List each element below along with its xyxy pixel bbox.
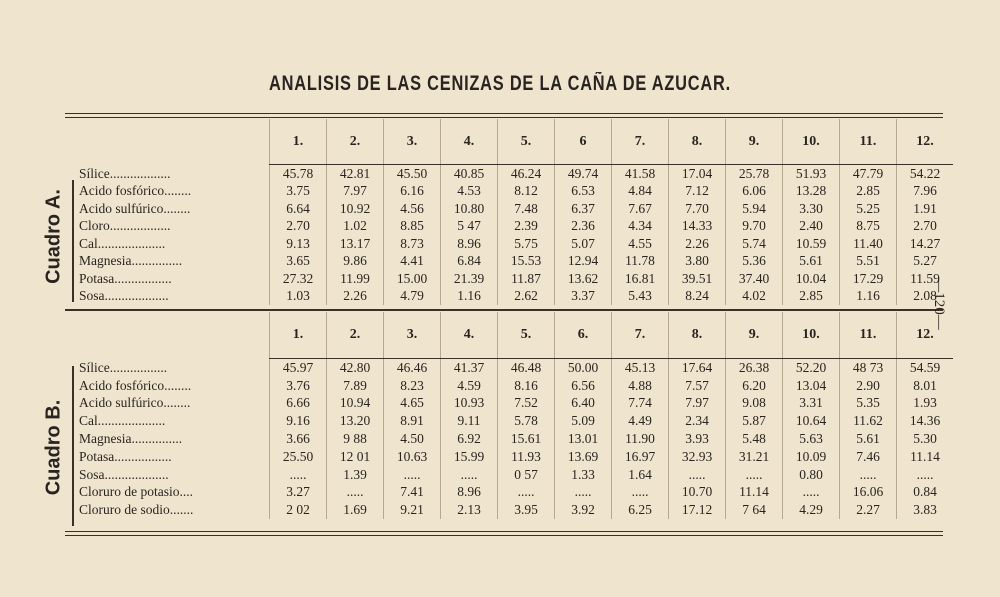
table-cell: 46.46 [384, 359, 441, 377]
table-cell: 3.65 [270, 253, 327, 271]
table-cell: 10.59 [783, 235, 840, 253]
table-cell: 5.43 [612, 288, 669, 306]
column-header: 9. [726, 119, 783, 165]
table-cell: 8.96 [441, 235, 498, 253]
table-cell: 8.12 [498, 183, 555, 201]
table-cell: 7.89 [327, 377, 384, 395]
table-cell: 4.59 [441, 377, 498, 395]
table-cell: 5.87 [726, 412, 783, 430]
column-header: 3. [384, 312, 441, 359]
table-cell: 9.11 [441, 412, 498, 430]
table-cell: ..... [669, 466, 726, 484]
table-cell: 27.32 [270, 270, 327, 288]
table-cell: ..... [726, 466, 783, 484]
table-cell: 9.70 [726, 218, 783, 236]
table-row [65, 183, 953, 201]
table-cell: ..... [840, 466, 897, 484]
table-cell: 7.97 [669, 395, 726, 413]
table-cell: 1.91 [897, 200, 954, 218]
table-row [65, 359, 953, 377]
table-cell: 13.04 [783, 377, 840, 395]
table-cell: ..... [783, 484, 840, 502]
table-cell: 8.23 [384, 377, 441, 395]
table-cell: 2.26 [327, 288, 384, 306]
table-row [65, 430, 953, 448]
table-cell: 49.74 [555, 165, 612, 183]
table-cell: 16.81 [612, 270, 669, 288]
table-cell: 11.93 [498, 448, 555, 466]
table-cell: 4.29 [783, 501, 840, 519]
table-cell: 10.64 [783, 412, 840, 430]
table-cell: 7.57 [669, 377, 726, 395]
page-number: —120— [930, 277, 947, 330]
table-row [65, 484, 953, 502]
table-cell: 12.94 [555, 253, 612, 271]
row-label: Sosa................... [79, 288, 169, 304]
table-cell: 6.06 [726, 183, 783, 201]
table-cell: 5 47 [441, 218, 498, 236]
table-row [65, 218, 953, 236]
table-cell: 5.07 [555, 235, 612, 253]
table-cell: 3.95 [498, 501, 555, 519]
table-cell: 5.36 [726, 253, 783, 271]
table-cell: 40.85 [441, 165, 498, 183]
table-cell: 6.53 [555, 183, 612, 201]
row-label: Cal.................... [79, 235, 166, 251]
table-cell: 3.37 [555, 288, 612, 306]
title-rule-thin [65, 117, 943, 118]
table-cell: 7.70 [669, 200, 726, 218]
table-cell: 50.00 [555, 359, 612, 377]
table-cell: 1.33 [555, 466, 612, 484]
table-cell: 9.86 [327, 253, 384, 271]
table-cell: 2.27 [840, 501, 897, 519]
column-header: 12. [897, 312, 954, 359]
table-cell: 17.64 [669, 359, 726, 377]
table-cell: 6.84 [441, 253, 498, 271]
title-rule [65, 113, 943, 114]
table-cell: 42.81 [327, 165, 384, 183]
section-divider [65, 309, 943, 311]
table-cell: 3.27 [270, 484, 327, 502]
table-cell: 17.29 [840, 270, 897, 288]
table-row [65, 448, 953, 466]
table-cell: 4.53 [441, 183, 498, 201]
table-cell: 2.90 [840, 377, 897, 395]
column-header: 3. [384, 119, 441, 165]
table-cell: 5.30 [897, 430, 954, 448]
table-cell: 2 02 [270, 501, 327, 519]
table-cell: 1.64 [612, 466, 669, 484]
column-header: 7. [612, 119, 669, 165]
table-cell: 11.59 [897, 270, 954, 288]
table-cell: 1.16 [441, 288, 498, 306]
table-cell: 45.78 [270, 165, 327, 183]
table-cell: 7.48 [498, 200, 555, 218]
table-cell: 10.92 [327, 200, 384, 218]
table-row [65, 165, 953, 183]
table-cell: 45.13 [612, 359, 669, 377]
table-cell: ..... [612, 484, 669, 502]
table-cell: 15.00 [384, 270, 441, 288]
table-cell: ..... [270, 466, 327, 484]
row-label: Acido sulfúrico........ [79, 200, 191, 216]
table-cell: 2.40 [783, 218, 840, 236]
table-cell: 10.63 [384, 448, 441, 466]
table-cell: 6.25 [612, 501, 669, 519]
table-cell: 5.61 [840, 430, 897, 448]
table-cell: 31.21 [726, 448, 783, 466]
table-cell: 6.64 [270, 200, 327, 218]
column-header: 10. [783, 312, 840, 359]
bottom-rule [65, 531, 943, 532]
table-cell: 15.99 [441, 448, 498, 466]
table-cell: 4.56 [384, 200, 441, 218]
table-row [65, 253, 953, 271]
table-cell: 41.58 [612, 165, 669, 183]
table-cell: 5.35 [840, 395, 897, 413]
row-label: Acido fosfórico........ [79, 377, 192, 393]
table-cell: 51.93 [783, 165, 840, 183]
cuadro-b-table [65, 312, 953, 519]
table-cell: 7.12 [669, 183, 726, 201]
table-cell: 14.27 [897, 235, 954, 253]
table-cell: 2.70 [270, 218, 327, 236]
table-cell: 4.50 [384, 430, 441, 448]
table-cell: 3.66 [270, 430, 327, 448]
table-cell: 37.40 [726, 270, 783, 288]
table-cell: 15.61 [498, 430, 555, 448]
row-label: Sosa................... [79, 466, 169, 482]
table-cell: ..... [327, 484, 384, 502]
table-cell: 6.56 [555, 377, 612, 395]
table-cell: 11.14 [726, 484, 783, 502]
table-cell: 4.02 [726, 288, 783, 306]
table-cell: 5.63 [783, 430, 840, 448]
column-header: 4. [441, 119, 498, 165]
table-cell: 54.59 [897, 359, 954, 377]
table-cell: 10.94 [327, 395, 384, 413]
table-cell: 4.41 [384, 253, 441, 271]
table-cell: 10.93 [441, 395, 498, 413]
table-cell: 7 64 [726, 501, 783, 519]
column-header: 6 [555, 119, 612, 165]
column-header: 1. [270, 119, 327, 165]
table-cell: 2.39 [498, 218, 555, 236]
table-cell: 0.84 [897, 484, 954, 502]
table-cell: 8.91 [384, 412, 441, 430]
table-cell: 5.27 [897, 253, 954, 271]
table-row [65, 270, 953, 288]
table-cell: 25.50 [270, 448, 327, 466]
table-cell: 10.70 [669, 484, 726, 502]
table-cell: 4.88 [612, 377, 669, 395]
row-label: Cloruro de sodio....... [79, 502, 194, 518]
table-cell: 13.69 [555, 448, 612, 466]
table-row [65, 235, 953, 253]
table-cell: ..... [498, 484, 555, 502]
table-cell: 6.37 [555, 200, 612, 218]
table-cell: 8.96 [441, 484, 498, 502]
table-cell: 5.75 [498, 235, 555, 253]
table-cell: 2.85 [840, 183, 897, 201]
row-label: Potasa................. [79, 270, 172, 286]
row-label: Acido fosfórico........ [79, 183, 192, 199]
table-cell: 13.28 [783, 183, 840, 201]
table-cell: 6.40 [555, 395, 612, 413]
table-cell: 10.80 [441, 200, 498, 218]
column-header: 2. [327, 312, 384, 359]
table-cell: 5.61 [783, 253, 840, 271]
table-cell: 54.22 [897, 165, 954, 183]
table-cell: 2.26 [669, 235, 726, 253]
table-cell: 2.13 [441, 501, 498, 519]
table-cell: 8.16 [498, 377, 555, 395]
table-cell: 11.62 [840, 412, 897, 430]
table-cell: 45.50 [384, 165, 441, 183]
table-cell: 48 73 [840, 359, 897, 377]
table-cell: 13.20 [327, 412, 384, 430]
table-cell: 7.46 [840, 448, 897, 466]
table-cell: 52.20 [783, 359, 840, 377]
column-header: 2. [327, 119, 384, 165]
header-row [65, 312, 953, 359]
table-cell: 4.65 [384, 395, 441, 413]
table-cell: 2.36 [555, 218, 612, 236]
column-header: 11. [840, 312, 897, 359]
column-header: 9. [726, 312, 783, 359]
table-cell: 17.04 [669, 165, 726, 183]
table-cell: 46.24 [498, 165, 555, 183]
table-cell: 3.92 [555, 501, 612, 519]
table-cell: 3.80 [669, 253, 726, 271]
table-cell: 11.99 [327, 270, 384, 288]
column-header: 11. [840, 119, 897, 165]
row-label: Sílice................. [79, 359, 168, 375]
table-cell: 41.37 [441, 359, 498, 377]
table-cell: 5.74 [726, 235, 783, 253]
table-cell: 8.24 [669, 288, 726, 306]
table-cell: 11.78 [612, 253, 669, 271]
table-row [65, 466, 953, 484]
table-cell: 6.20 [726, 377, 783, 395]
table-cell: 2.85 [783, 288, 840, 306]
column-header: 12. [897, 119, 954, 165]
table-row [65, 412, 953, 430]
header-blank [65, 119, 270, 165]
table-cell: 9.08 [726, 395, 783, 413]
row-label: Cloruro de potasio.... [79, 484, 193, 500]
table-cell: 8.01 [897, 377, 954, 395]
column-header: 4. [441, 312, 498, 359]
table-cell: 45.97 [270, 359, 327, 377]
column-header: 5. [498, 312, 555, 359]
table-cell: 10.09 [783, 448, 840, 466]
table-cell: 11.87 [498, 270, 555, 288]
table-cell: 10.04 [783, 270, 840, 288]
table-cell: 13.17 [327, 235, 384, 253]
table-cell: 16.06 [840, 484, 897, 502]
table-cell: 13.01 [555, 430, 612, 448]
bottom-rule-thin [65, 535, 943, 536]
row-label: Magnesia............... [79, 253, 183, 269]
table-cell: 17.12 [669, 501, 726, 519]
table-cell: 8.75 [840, 218, 897, 236]
table-cell: 46.48 [498, 359, 555, 377]
column-header: 8. [669, 119, 726, 165]
table-cell: 4.55 [612, 235, 669, 253]
table-cell: 6.92 [441, 430, 498, 448]
column-header: 5. [498, 119, 555, 165]
row-label: Sílice.................. [79, 165, 171, 181]
table-cell: 1.02 [327, 218, 384, 236]
table-cell: 47.79 [840, 165, 897, 183]
table-cell: 8.73 [384, 235, 441, 253]
table-cell: 1.03 [270, 288, 327, 306]
cuadro-a-label: Cuadro A. [42, 189, 65, 284]
table-cell: 5.09 [555, 412, 612, 430]
table-cell: 7.97 [327, 183, 384, 201]
row-label: Potasa................. [79, 448, 172, 464]
row-label: Cloro.................. [79, 218, 171, 234]
table-cell: ..... [384, 466, 441, 484]
table-cell: 6.16 [384, 183, 441, 201]
table-cell: 21.39 [441, 270, 498, 288]
column-header: 10. [783, 119, 840, 165]
table-cell: 7.41 [384, 484, 441, 502]
table-cell: 15.53 [498, 253, 555, 271]
table-cell: 32.93 [669, 448, 726, 466]
table-cell: 39.51 [669, 270, 726, 288]
column-header: 6. [555, 312, 612, 359]
table-row [65, 501, 953, 519]
column-header: 1. [270, 312, 327, 359]
row-label: Acido sulfúrico........ [79, 395, 191, 411]
table-cell: 5.51 [840, 253, 897, 271]
cuadro-b-label: Cuadro B. [42, 399, 65, 496]
table-cell: 42.80 [327, 359, 384, 377]
table-cell: 4.49 [612, 412, 669, 430]
table-cell: 3.93 [669, 430, 726, 448]
table-cell: 5.48 [726, 430, 783, 448]
row-label: Cal.................... [79, 413, 166, 429]
table-row [65, 395, 953, 413]
table-row [65, 377, 953, 395]
table-cell: 0 57 [498, 466, 555, 484]
table-row [65, 288, 953, 306]
table-cell: 2.70 [897, 218, 954, 236]
table-cell: 2.34 [669, 412, 726, 430]
table-cell: 2.08 [897, 288, 954, 306]
column-header: 8. [669, 312, 726, 359]
table-cell: 11.40 [840, 235, 897, 253]
table-cell: 12 01 [327, 448, 384, 466]
table-cell: 9.16 [270, 412, 327, 430]
table-cell: 3.30 [783, 200, 840, 218]
table-cell: 14.33 [669, 218, 726, 236]
table-cell: 16.97 [612, 448, 669, 466]
table-cell: 11.14 [897, 448, 954, 466]
table-cell: 6.66 [270, 395, 327, 413]
table-cell: 8.85 [384, 218, 441, 236]
table-cell: 9.21 [384, 501, 441, 519]
table-cell: 5.25 [840, 200, 897, 218]
table-cell: 5.78 [498, 412, 555, 430]
table-row [65, 200, 953, 218]
table-cell: 1.93 [897, 395, 954, 413]
table-cell: 14.36 [897, 412, 954, 430]
table-cell: 4.79 [384, 288, 441, 306]
table-cell: 4.84 [612, 183, 669, 201]
row-label: Magnesia............... [79, 431, 183, 447]
table-cell: 7.74 [612, 395, 669, 413]
table-cell: 0.80 [783, 466, 840, 484]
page-title: ANALISIS DE LAS CENIZAS DE LA CAÑA DE AZUCAR. [269, 72, 731, 95]
table-cell: ..... [555, 484, 612, 502]
header-blank [65, 312, 270, 359]
table-cell: 11.90 [612, 430, 669, 448]
table-cell: 3.76 [270, 377, 327, 395]
table-cell: 13.62 [555, 270, 612, 288]
table-cell: 7.67 [612, 200, 669, 218]
table-cell: 3.83 [897, 501, 954, 519]
table-cell: 4.34 [612, 218, 669, 236]
table-cell: 3.75 [270, 183, 327, 201]
cuadro-a-table [65, 119, 953, 305]
table-cell: 7.96 [897, 183, 954, 201]
table-cell: 3.31 [783, 395, 840, 413]
column-header: 7. [612, 312, 669, 359]
table-cell: 2.62 [498, 288, 555, 306]
table-cell: 1.39 [327, 466, 384, 484]
table-cell: 7.52 [498, 395, 555, 413]
table-cell: 26.38 [726, 359, 783, 377]
table-cell: 5.94 [726, 200, 783, 218]
table-cell: 1.16 [840, 288, 897, 306]
table-cell: 9 88 [327, 430, 384, 448]
table-cell: 9.13 [270, 235, 327, 253]
table-cell: 1.69 [327, 501, 384, 519]
table-cell: 25.78 [726, 165, 783, 183]
header-row [65, 119, 953, 165]
table-cell: ..... [441, 466, 498, 484]
table-cell: ..... [897, 466, 954, 484]
